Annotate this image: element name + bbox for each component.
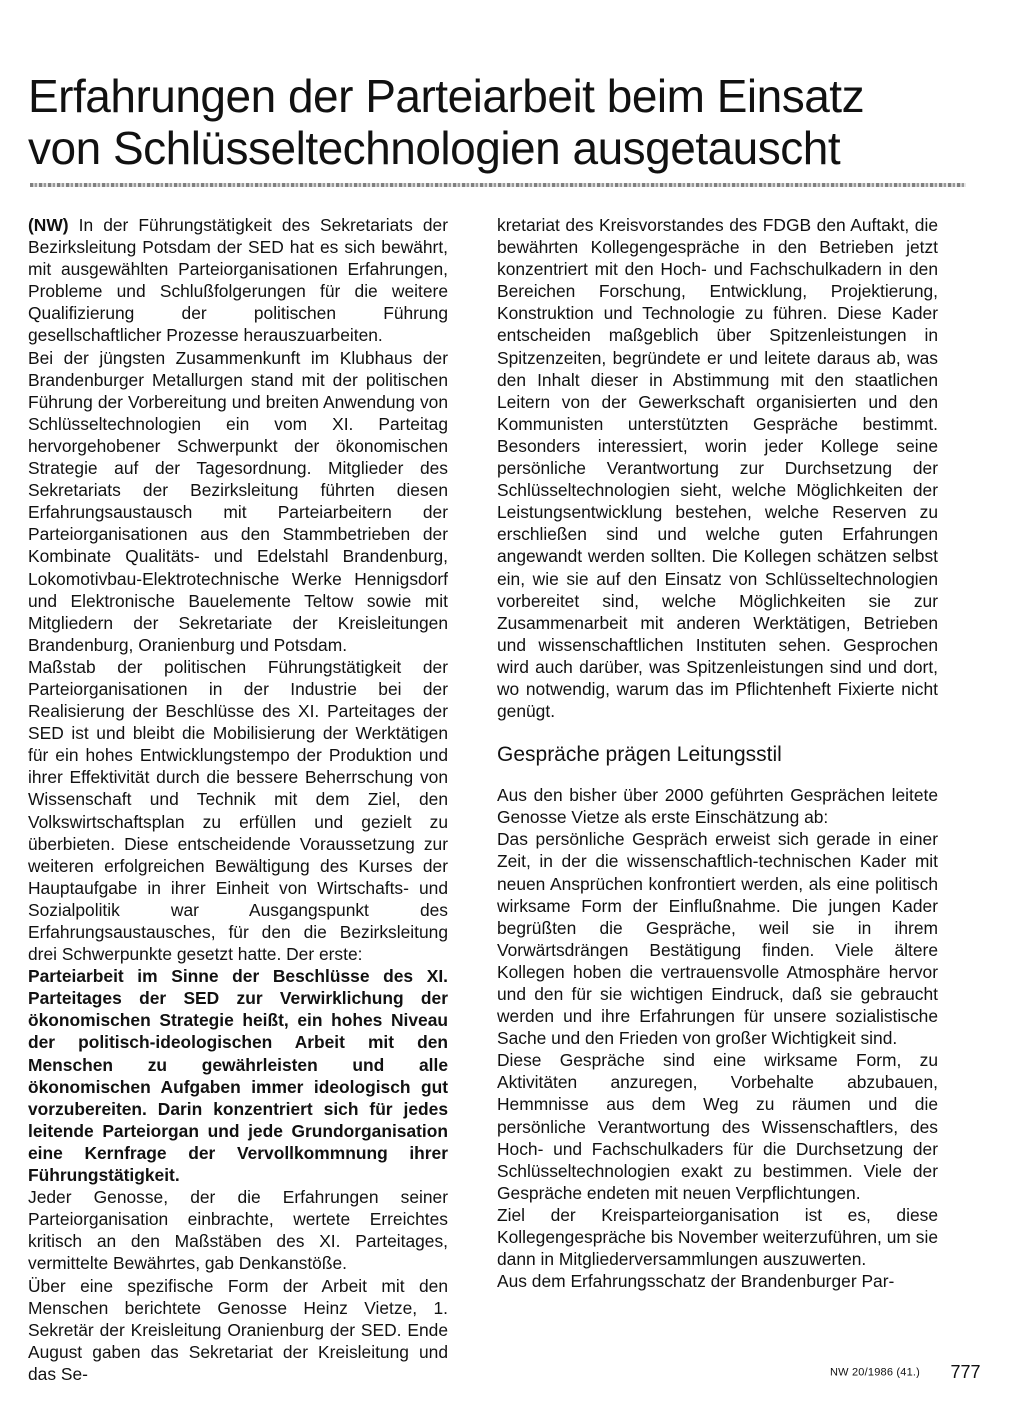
bold-passage: Parteiarbeit im Sinne der Beschlüsse des XI. Parteitages der SED zur Verwirklichung der ökonomischen Strategie heißt, ein hohes Niveau der politisch-ideologischen Arbeit mit den Menschen zu gewährleisten und alle ökonomischen Aufgaben immer ideologisch gut vorzubereiten. Darin konzentriert sich für jedes leitende Parteiorgan und jede Grundorganisation eine Kernfrage der Vervollkommnung ihrer Führungstätigkeit. <box>28 966 448 1186</box>
paragraph: Jeder Genosse, der die Erfahrungen seiner Parteiorganisation einbrachte, wertete Erreichtes kritisch an den Maßstäben des XI. Parteitages, vermittelte Bewährtes, gab Denkanstöße. <box>28 1187 448 1274</box>
paragraph: Das persönliche Gespräch erweist sich gerade in einer Zeit, in der die wissenschaftlich-technischen Kader mit neuen Ansprüchen konfrontiert werden, als eine politisch wirksame Form der Einflußnahme. Die jungen Kader begrüßten die Gespräche, weil sie in ihrem Vorwärtsdrängen Bestätigung finden. Viele ältere Kollegen hoben die vertrauensvolle Atmosphäre hervor und den für sie wichtigen Eindruck, daß sie gebraucht werden und ihre Erfahrungen für unsere sozialistische Sache und den Frieden von großer Wichtigkeit sind. <box>497 829 938 1049</box>
section-subheading: Gespräche prägen Leitungsstil <box>497 743 782 767</box>
article-headline <box>28 70 988 174</box>
paragraph: Diese Gespräche sind eine wirksame Form, zu Aktivitäten anzuregen, Vorbehalte abzubauen, Hemmnisse aus dem Weg zu räumen und die persönliche Verantwortung des Wissenschaftlers, des Hoch- und Fachschulkaders für die Durchsetzung der Schlüsseltechnologien exakt zu bestimmen. Viele der Gespräche endeten mit neuen Verpflichtungen. <box>497 1050 938 1203</box>
paragraph <box>28 214 448 347</box>
right-column <box>497 214 938 1292</box>
headline-line-2: von Schlüsseltechnologien ausgetauscht <box>28 122 841 174</box>
paragraph: Bei der jüngsten Zusammenkunft im Klubhaus der Brandenburger Metallurgen stand mit der politischen Führung der Vorbereitung und breiten Anwendung von Schlüsseltechnologien ein vom XI. Parteitag hervorgehobener Schwerpunkt der ökonomischen Strategie auf der Tagesordnung. Mitglieder des Sekretariats der Bezirksleitung führten diesen Erfahrungsaustausch mit Parteiarbeitern der Parteiorganisationen aus den Stammbetrieben der Kombinate Qualitäts- und Edelstahl Brandenburg, Lokomotivbau-Elektrotechnische Werke Hennigsdorf und Elektronische Bauelemente Teltow sowie mit Mitgliedern der Sekretariate der Kreisleitungen Brandenburg, Oranienburg und Potsdam. <box>28 347 448 655</box>
paragraph: Aus dem Erfahrungsschatz der Brandenburger Par- <box>497 1271 895 1292</box>
paragraph: Über eine spezifische Form der Arbeit mit den Menschen berichtete Genosse Heinz Vietze, 1. Sekretär der Kreisleitung Oranienburg der SED. Ende August gaben das Sekretariat der Kreisleitung und das Se- <box>28 1275 448 1384</box>
paragraph-text: In der Führungstätigkeit des Sekretariats der Bezirksleitung Potsdam der SED hat es sich bewährt, mit ausgewählten Parteiorganisationen Erfahrungen, Probleme und Schlußfolgerungen für die weitere Qualifizierung der politischen Führung gesellschaftlicher Prozesse herauszuarbeiten. <box>28 215 448 346</box>
paragraph: Ziel der Kreisparteiorganisation ist es, diese Kollegengespräche bis November weiterzuführen, um sie dann in Mitgliederversammlungen auszuwerten. <box>497 1204 938 1270</box>
left-column <box>28 214 448 1385</box>
headline-line-1: Erfahrungen der Parteiarbeit beim Einsatz <box>28 70 865 122</box>
paragraph: kretariat des Kreisvorstandes des FDGB den Auftakt, die bewährten Kollegengespräche in den Betrieben jetzt konzentriert mit den Hoch- und Fachschulkadern in den Bereichen Forschung, Entwicklung, Projektierung, Konstruktion und Technologie zu führen. Diese Kader entscheiden maßgeblich über Spitzenleistungen in Spitzenzeiten, begründete er und leitete daraus ab, was den Inhalt dieser in Abstimmung mit den staatlichen Leitern von der Gewerkschaft organisierten und den Kommunisten unterstützten Gespräche bestimmt. Besonders interessiert, worin jeder Kollege seine persönliche Verantwortung zur Durchsetzung der Schlüsseltechnologien sieht, welche Möglichkeiten der Leistungsentwicklung bestehen, welche Reserven zu erschließen sind und welche guten Erfahrungen angewandt werden sollten. Die Kollegen schätzen selbst ein, wie sie auf den Einsatz von Schlüsseltechnologien vorbereitet sind, welche Möglichkeiten sie zur Zusammenarbeit mit anderen Werktätigen, Betrieben und wissenschaftlichen Instituten sehen. Gesprochen wird auch darüber, was Spitzenleistungen sind und dort, wo notwendig, warum das im Pflichtenheft Fixierte nicht genügt. <box>497 215 938 722</box>
headline-divider <box>30 183 966 187</box>
page-number: 777 <box>950 1362 981 1382</box>
paragraph: Maßstab der politischen Führungstätigkeit der Parteiorganisationen in der Industrie bei der Realisierung der Beschlüsse des XI. Parteitages der SED ist und bleibt die Mobilisierung der Werktätigen für ein hohes Entwicklungstempo der Produktion und ihrer Effektivität durch die bessere Beherrschung von Wissenschaft und Technik mit dem Ziel, den Volkswirtschaftsplan zu erfüllen und gezielt zu überbieten. Diese entscheidende Voraussetzung zur weiteren erfolgreichen Bewältigung des Kurses der Hauptaufgabe in ihrer Einheit von Wirtschafts- und Sozialpolitik war Ausgangspunkt des Erfahrungsaustausches, für den die Bezirksleitung drei Schwerpunkte gesetzt hatte. Der erste: <box>28 656 448 965</box>
page-footer <box>830 1362 981 1383</box>
issue-reference: NW 20/1986 (41.) <box>830 1366 921 1379</box>
paragraph: Aus den bisher über 2000 geführten Gesprächen leitete Genosse Vietze als erste Einschätzung ab: <box>497 785 938 828</box>
lead-tag: (NW) <box>28 215 69 235</box>
